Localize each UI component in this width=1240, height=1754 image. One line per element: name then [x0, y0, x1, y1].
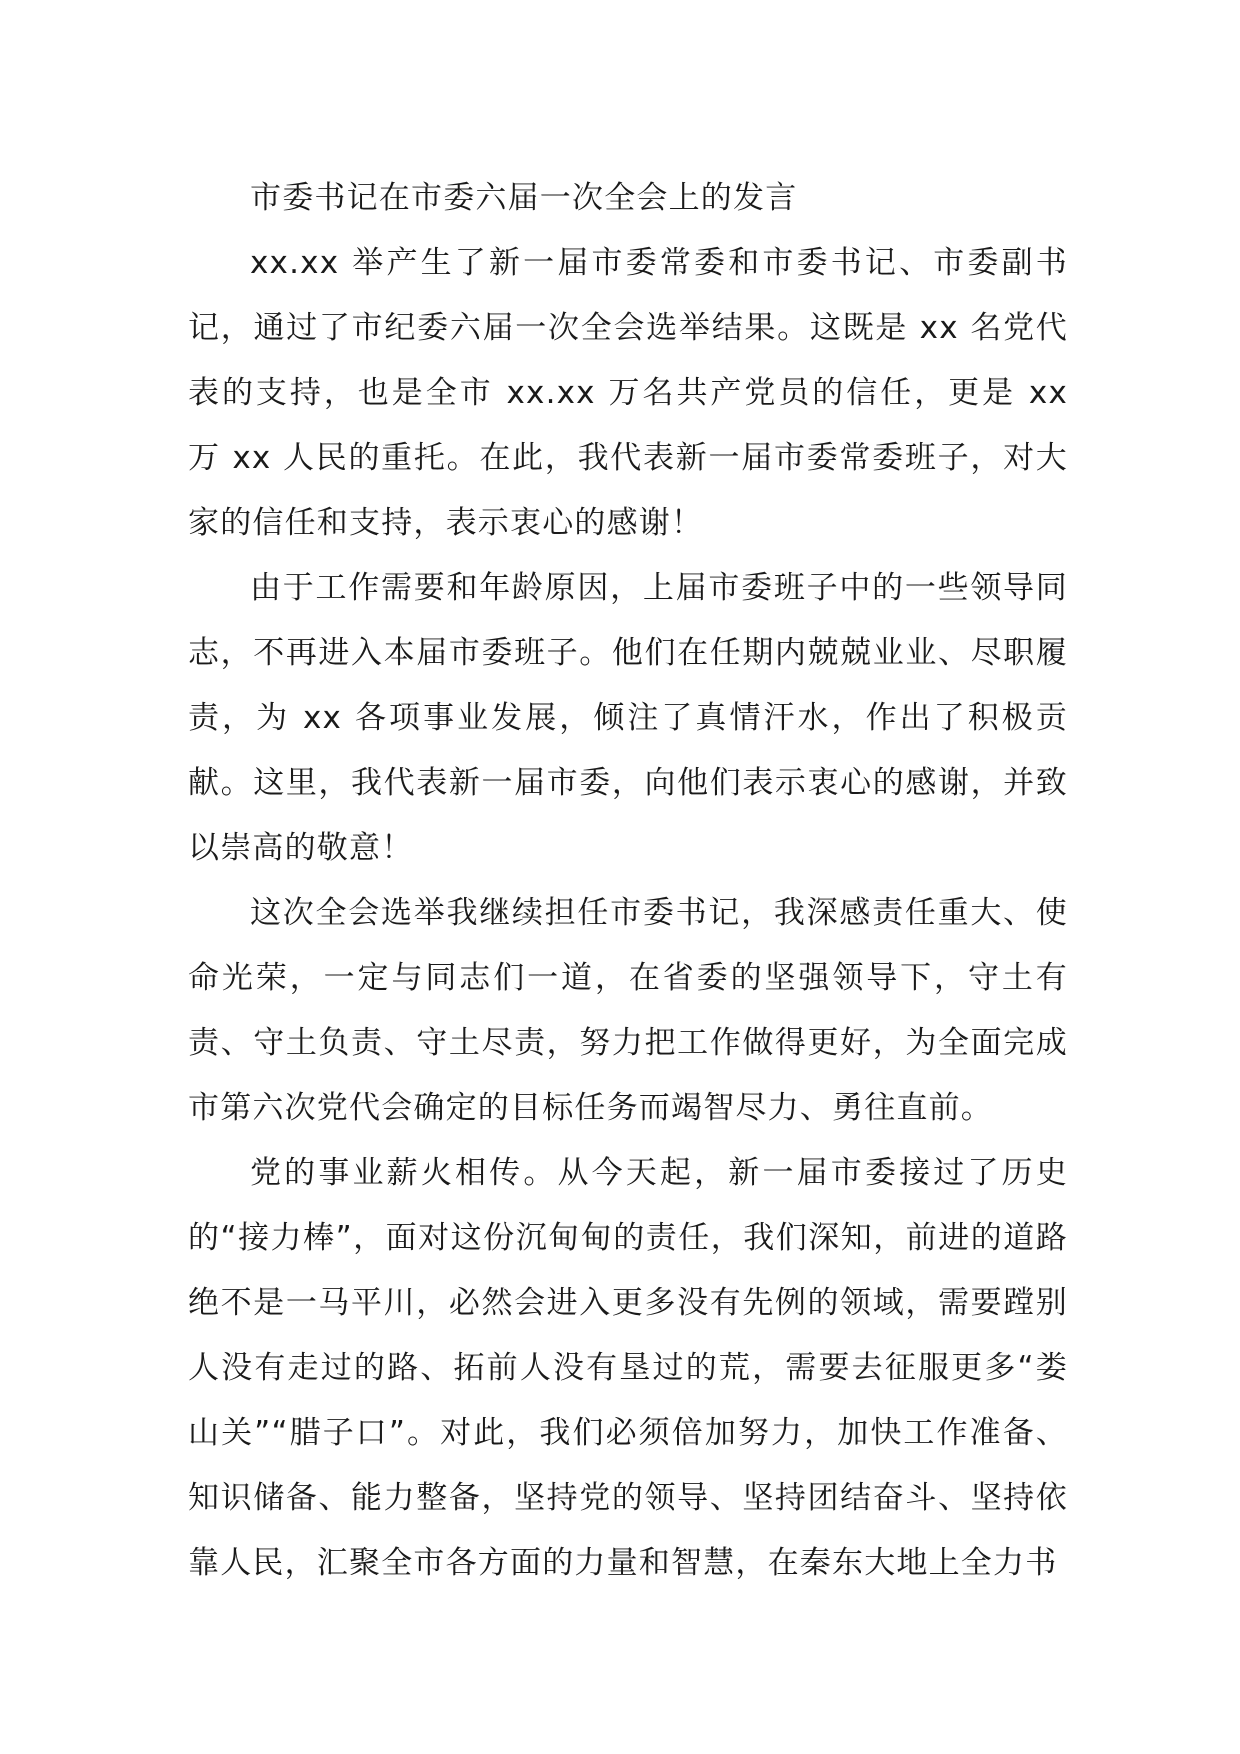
paragraph-3: 这次全会选举我继续担任市委书记，我深感责任重大、使命光荣，一定与同志们一道，在省委的坚强领导下，守土有责、守土负责、守土尽责，努力把工作做得更好，为全面完成市第六次党代会确定的目标任务而竭智尽力、勇往直前。 [188, 895, 1068, 1126]
paragraph-1: xx.xx 举产生了新一届市委常委和市委书记、市委副书记，通过了市纪委六届一次全会选举结果。这既是 xx 名党代表的支持，也是全市 xx.xx 万名共产党员的信任，更是 xx 万 xx 人民的重托。在此，我代表新一届市委常委班子，对大家的信任和支持，表示衷心的感谢！ [188, 245, 1068, 541]
document-body [188, 166, 1068, 1596]
paragraph-2: 由于工作需要和年龄原因，上届市委班子中的一些领导同志，不再进入本届市委班子。他们在任期内兢兢业业、尽职履责，为 xx 各项事业发展，倾注了真情汗水，作出了积极贡献。这里，我代表新一届市委，向他们表示衷心的感谢，并致以崇高的敬意！ [188, 570, 1068, 866]
document-title: 市委书记在市委六届一次全会上的发言 [250, 180, 798, 216]
paragraph-4: 党的事业薪火相传。从今天起，新一届市委接过了历史的“接力棒”，面对这份沉甸甸的责任，我们深知，前进的道路绝不是一马平川，必然会进入更多没有先例的领域，需要蹚别人没有走过的路、拓前人没有垦过的荒，需要去征服更多“娄山关”“腊子口”。对此，我们必须倍加努力，加快工作准备、知识储备、能力整备，坚持党的领导、坚持团结奋斗、坚持依靠人民，汇聚全市各方面的力量和智慧，在秦东大地上全力书 [188, 1155, 1068, 1581]
